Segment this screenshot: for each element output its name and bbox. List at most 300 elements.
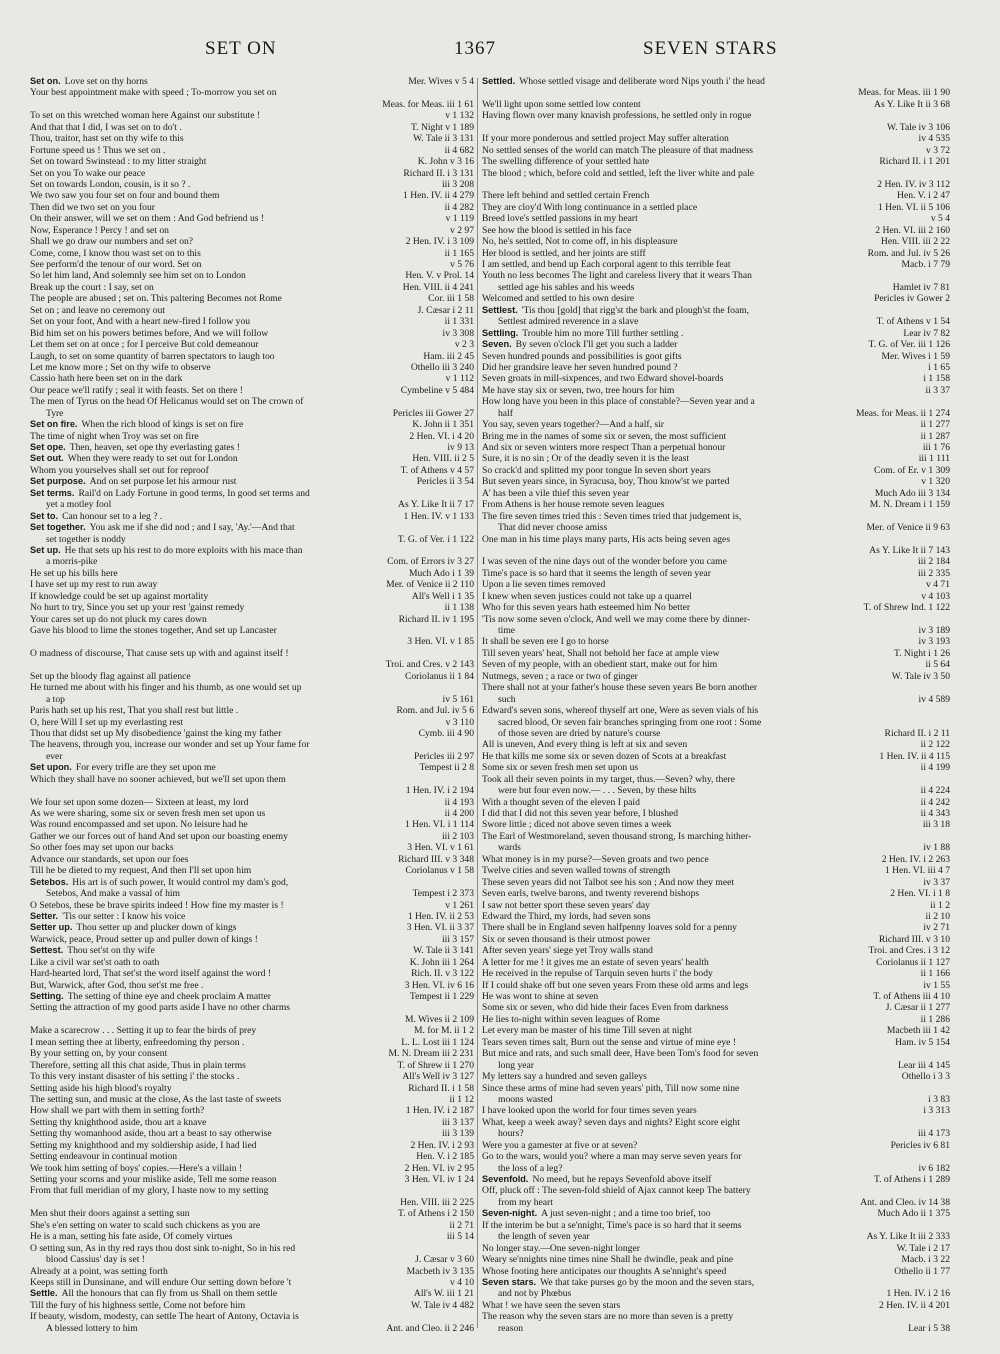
quotation: Make a scarecrow . . . Setting it up to fear the birds of prey	[30, 1025, 257, 1037]
play-reference: W. Tale iv 3 106	[886, 121, 950, 133]
play-reference: 1 Hen. IV. v 1 133	[403, 510, 474, 522]
concordance-line	[30, 877, 474, 888]
play-reference: iii 3 18	[922, 819, 950, 831]
concordance-line	[30, 202, 474, 213]
concordance-line	[30, 991, 474, 1002]
quotation: Weary se'nnights nine times nine Shall he dwindle, peak and pine	[482, 1254, 734, 1266]
play-reference: K. John ii 1 351	[412, 419, 474, 431]
quotation: Your best appointment make with speed ; To-morrow you set on	[30, 87, 277, 99]
quotation: sacred blood, Or seven fair branches springing from one root : Some	[498, 716, 762, 728]
quotation-text	[30, 1140, 257, 1151]
quotation-text	[30, 225, 169, 236]
concordance-line	[482, 728, 950, 739]
play-reference: 2 Hen. IV. i 3 109	[405, 236, 474, 248]
quotation-text	[482, 591, 692, 602]
play-reference: Pericles iii Gower 27	[392, 407, 474, 419]
play-reference: Meas. for Meas. ii 1 274	[855, 407, 950, 419]
play-reference: iv 6 182	[918, 1162, 950, 1174]
play-reference: Much Ado i 1 39	[408, 567, 474, 579]
play-reference: M. for M. ii 1 2	[414, 1025, 474, 1037]
concordance-line	[30, 1117, 474, 1128]
concordance-line	[30, 1185, 474, 1196]
play-reference: 3 Hen. VI. v 1 61	[407, 842, 474, 854]
quotation: If the interim be but a se'nnight, Time's pace is so hard that it seems	[482, 1219, 742, 1231]
quotation: Men shut their doors against a setting sun	[30, 1208, 190, 1220]
concordance-line	[30, 751, 474, 762]
concordance-line	[482, 591, 950, 602]
play-reference: ii 2 122	[920, 739, 950, 751]
play-reference: Com. of Errors iv 3 27	[387, 556, 474, 568]
quotation: Now, Esperance ! Percy ! and set on	[30, 224, 169, 236]
play-reference: Mer. Wives i 1 59	[881, 350, 950, 362]
quotation: Whose footing here anticipates our thoughts A se'nnight's speed	[482, 1265, 727, 1277]
concordance-line	[30, 739, 474, 750]
quotation-text	[30, 1128, 272, 1139]
quotation: Setting aside his high blood's royalty	[30, 1082, 172, 1094]
quotation: Trouble him no more Till further settling .	[522, 327, 684, 339]
quotation-text	[30, 1163, 242, 1174]
quotation-text	[30, 568, 118, 579]
quotation: By seven o'clock I'll get you such a ladder	[515, 339, 678, 351]
concordance-line	[482, 1071, 950, 1082]
quotation-text	[498, 728, 660, 739]
quotation-text	[30, 1025, 256, 1036]
play-reference: Mer. of Venice ii 9 63	[866, 522, 950, 534]
concordance-line	[30, 1243, 474, 1254]
headword: Settlest.	[482, 304, 518, 315]
concordance-line	[482, 316, 950, 327]
play-reference: iv 1 55	[923, 979, 950, 991]
quotation-text	[482, 808, 678, 819]
concordance-line	[30, 225, 474, 236]
concordance-line	[482, 659, 950, 670]
concordance-line	[30, 190, 474, 201]
play-reference: 2 Hen. VI. i 1 8	[890, 888, 950, 900]
concordance-line	[30, 1105, 474, 1116]
quotation: Till he be dieted to my request, And then I'll set upon him	[30, 865, 252, 877]
quotation: The setting sun, and music at the close, As the last taste of sweets	[30, 1093, 282, 1105]
play-reference: Macb. i 3 22	[901, 1254, 950, 1266]
play-reference: iii 1 76	[922, 442, 950, 453]
quotation: We took him setting of boys' copies.—Here's a villain !	[30, 1162, 243, 1174]
quotation: Your cares set up do not pluck my cares down	[30, 613, 207, 625]
quotation-text	[30, 488, 310, 499]
concordance-line	[482, 854, 950, 865]
quotation-text	[30, 145, 165, 156]
quotation: Was round encompassed and set upon. No leisure had he	[30, 819, 248, 831]
quotation-text	[30, 328, 268, 339]
quotation-text	[482, 1311, 733, 1322]
concordance-line	[482, 133, 950, 144]
play-reference: 1 Hen. VI. i 1 114	[404, 819, 474, 831]
quotation: There left behind and settled certain French	[482, 190, 650, 202]
concordance-line	[30, 87, 474, 98]
play-reference: iv 3 37	[923, 876, 950, 888]
concordance-line	[482, 476, 950, 487]
concordance-line	[30, 1037, 474, 1048]
quotation: After seven years' siege yet Troy walls stand	[482, 945, 653, 957]
quotation: Six or seven thousand is their utmost power	[482, 933, 651, 945]
concordance-line	[482, 351, 950, 362]
concordance-line	[482, 1105, 950, 1116]
quotation: But, Warwick, after God, thou set'st me free .	[30, 979, 204, 991]
quotation-text	[482, 419, 664, 430]
play-reference: Mer. of Venice ii 2 110	[386, 579, 474, 591]
quotation-text	[30, 1266, 168, 1277]
quotation-text	[30, 934, 258, 945]
quotation-text	[30, 133, 184, 144]
quotation-text	[46, 888, 180, 899]
concordance-line	[30, 1174, 474, 1185]
quotation: Set on towards London, cousin, is it so ? .	[30, 178, 191, 190]
quotation-text	[30, 431, 199, 442]
quotation: Like a civil war set'st oath to oath	[30, 956, 160, 968]
quotation: Sure, it is no sin ; Or of the deadly seven it is the least	[482, 453, 690, 465]
quotation-text	[30, 1311, 299, 1322]
quotation-text	[30, 728, 281, 739]
play-reference: Mer. Wives v 5 4	[408, 76, 474, 87]
play-reference: As Y. Like It iii 2 333	[866, 1231, 950, 1243]
play-reference: Othello iii 3 240	[410, 361, 474, 373]
quotation-text	[482, 476, 729, 487]
concordance-line	[482, 293, 950, 304]
quotation-text	[482, 1208, 711, 1219]
quotation-text	[482, 922, 737, 933]
concordance-line	[482, 991, 950, 1002]
quotation: He that kills me some six or seven dozen of Scots at a breakfast	[482, 750, 727, 762]
play-reference: All's Well iv 3 127	[402, 1071, 474, 1083]
concordance-line	[482, 1037, 950, 1048]
quotation: By your setting on, by your consent	[30, 1048, 168, 1060]
quotation-text	[482, 1266, 726, 1277]
concordance-line	[482, 145, 950, 156]
play-reference: ii 4 343	[920, 808, 950, 819]
play-reference: Rom. and Jul. iv 5 26	[867, 247, 950, 259]
column-divider	[477, 78, 478, 1328]
play-reference: 3 Hen. VI. v 1 85	[407, 636, 474, 648]
play-reference: iii 5 14	[446, 1231, 474, 1243]
quotation-text	[30, 1174, 277, 1185]
concordance-line	[30, 1048, 474, 1059]
quotation: When the rich blood of kings is set on fire	[81, 419, 244, 431]
play-reference: Coriolanus ii 1 84	[404, 670, 474, 682]
quotation-text	[498, 522, 607, 533]
play-reference: M. N. Dream iii 2 231	[388, 1048, 474, 1060]
concordance-line	[482, 900, 950, 911]
play-reference: T. Night i 1 26	[893, 647, 950, 659]
play-reference: 1 Hen. VI. iii 4 7	[884, 865, 950, 877]
quotation: He set up his bills here	[30, 567, 118, 579]
quotation: Seven earls, twelve barons, and twenty reverend bishops	[482, 888, 700, 900]
quotation-text	[30, 465, 209, 476]
play-reference: Lear iv 7 82	[903, 327, 950, 339]
concordance-line	[482, 522, 950, 533]
concordance-line	[30, 591, 474, 602]
quotation-text	[30, 739, 309, 750]
quotation-text	[482, 351, 682, 362]
quotation-text	[498, 694, 516, 705]
play-reference: v 2 97	[450, 224, 474, 236]
headword: Set together.	[30, 522, 86, 533]
right-column	[482, 76, 950, 1334]
quotation-text	[46, 751, 63, 762]
play-reference: iii 2 103	[442, 830, 474, 842]
quotation-text	[30, 179, 190, 190]
quotation-text	[482, 465, 711, 476]
concordance-line	[30, 1163, 474, 1174]
concordance-line	[482, 1288, 950, 1299]
quotation-text	[30, 339, 259, 350]
concordance-line	[30, 1060, 474, 1071]
quotation-text	[482, 671, 638, 682]
quotation-text	[482, 934, 650, 945]
concordance-line	[482, 87, 950, 98]
quotation: Already at a point, was setting forth	[30, 1265, 168, 1277]
quotation-text	[482, 1014, 660, 1025]
play-reference: Richard III. v 3 348	[398, 853, 474, 865]
headword: Set up.	[30, 544, 61, 555]
quotation-text	[482, 1071, 647, 1082]
concordance-line	[30, 1083, 474, 1094]
quotation: O Setebos, these be brave spirits indeed ! How fine my master is !	[30, 899, 284, 911]
concordance-line	[482, 751, 950, 762]
play-reference: 1 Hen. IV. i 2 187	[405, 1105, 474, 1117]
concordance-line	[482, 76, 950, 87]
concordance-line	[482, 1231, 950, 1242]
quotation-text	[30, 190, 219, 201]
play-reference: iv 3 308	[442, 327, 474, 339]
play-reference: Lear iii 4 145	[898, 1059, 950, 1071]
concordance-line	[30, 213, 474, 224]
quotation: If knowledge could be set up against mortality	[30, 590, 209, 602]
concordance-line	[482, 1083, 950, 1094]
concordance-line	[30, 980, 474, 991]
play-reference: T. Night v 1 189	[411, 121, 474, 133]
play-reference: 1 Hen. IV. i 2 194	[405, 785, 474, 797]
quotation-text	[46, 1254, 145, 1265]
quotation: Our peace we'll ratify ; seal it with feasts. Set on there !	[30, 384, 243, 396]
quotation: The setting of thine eye and cheek proclaim A matter	[67, 991, 271, 1002]
concordance-line	[30, 659, 474, 670]
play-reference: Pericles ii 3 54	[416, 476, 474, 488]
play-reference: Hamlet iv 7 81	[892, 281, 950, 293]
quotation: What ! we have seen the seven stars	[482, 1299, 621, 1311]
quotation: of those seven are dried by nature's course	[498, 727, 661, 739]
play-reference: Pericles iv Gower 2	[874, 293, 950, 305]
concordance-line	[482, 842, 950, 853]
quotation: Set on your foot, And with a heart new-fired I follow you	[30, 316, 251, 328]
concordance-line	[30, 556, 474, 567]
quotation: blood Cassius' day is set !	[46, 1254, 145, 1266]
quotation-text	[30, 545, 303, 556]
concordance-line	[30, 511, 474, 522]
play-reference: Pericles iii 2 97	[414, 750, 474, 762]
concordance-line	[482, 968, 950, 979]
quotation-text	[498, 1094, 553, 1105]
concordance-line	[30, 522, 474, 533]
play-reference: Com. of Er. v 1 309	[874, 464, 950, 476]
quotation-text	[482, 831, 751, 842]
quotation-text	[482, 248, 646, 259]
quotation-text	[30, 1002, 290, 1013]
quotation-text	[482, 99, 641, 110]
quotation-text	[46, 408, 63, 419]
concordance-line	[30, 636, 474, 647]
quotation-text	[30, 270, 246, 281]
quotation: Gather we our forces out of hand And set upon our boasting enemy	[30, 830, 288, 842]
quotation: But mice and rats, and such small deer, Have been Tom's food for seven	[482, 1048, 759, 1060]
concordance-line	[482, 1128, 950, 1139]
play-reference: T. of Athens v 1 54	[876, 316, 950, 328]
quotation-text	[30, 76, 148, 87]
quotation: Thou set'st on thy wife	[67, 945, 155, 957]
play-reference: ii 1 331	[444, 316, 474, 328]
concordance-line	[482, 1220, 950, 1231]
quotation-text	[30, 1300, 245, 1311]
quotation-text	[30, 865, 251, 876]
quotation: ever	[46, 750, 63, 762]
quotation: Set on ; and leave no ceremony out	[30, 304, 166, 316]
quotation-text	[482, 797, 640, 808]
quotation: Let them set on at once ; for I perceive But cold demeanour	[30, 339, 259, 351]
concordance-line	[30, 1277, 474, 1288]
quotation-text	[482, 236, 678, 247]
play-reference: 1 Hen. IV. ii 4 279	[403, 190, 474, 202]
quotation: No meed, but he repays Sevenfold above itself	[532, 1174, 712, 1185]
quotation-text	[30, 453, 238, 464]
quotation: No settled senses of the world can match The pleasure of that madness	[482, 144, 754, 156]
quotation: These seven years did not Talbot see his son ; And now they meet	[482, 876, 735, 888]
quotation: She's e'en setting on water to scald such chickens as you are	[30, 1219, 261, 1231]
play-reference: 2 Hen. IV. ii 4 201	[879, 1299, 950, 1311]
quotation: Laugh, to set on some quantity of barren spectators to laugh too	[30, 350, 275, 362]
quotation: I was seven of the nine days out of the wonder before you came	[482, 556, 727, 568]
quotation-text	[30, 362, 211, 373]
quotation-text	[30, 1277, 291, 1288]
quotation-text	[482, 1254, 733, 1265]
play-reference: Lear i 5 38	[908, 1322, 950, 1334]
quotation-text	[30, 980, 203, 991]
concordance-line	[30, 1231, 474, 1242]
quotation: Break up the court : I say, set on	[30, 281, 154, 293]
quotation-text	[30, 968, 271, 979]
concordance-line	[30, 957, 474, 968]
concordance-line	[482, 270, 950, 281]
quotation: Setting my knighthood and my soldiership aside, I had lied	[30, 1139, 257, 1151]
concordance-line	[30, 168, 474, 179]
play-reference: v 2 3	[454, 339, 474, 351]
quotation-text	[498, 717, 761, 728]
quotation-text	[30, 419, 243, 430]
quotation: The reason why the seven stars are no more than seven is a pretty	[482, 1311, 734, 1323]
quotation-text	[30, 797, 249, 808]
quotation: Tears seven times salt, Burn out the sense and virtue of mine eye !	[482, 1036, 737, 1048]
play-reference: Hen. V. v Prol. 14	[405, 270, 474, 282]
concordance-line	[30, 717, 474, 728]
quotation: hours?	[498, 1128, 524, 1140]
quotation: No hurt to try, Since you set up your rest 'gainst remedy	[30, 602, 245, 614]
concordance-line	[482, 110, 950, 121]
quotation: Settlest admired reverence in a slave	[498, 316, 639, 328]
play-reference: Cor. iii 1 58	[428, 293, 474, 305]
quotation-text	[498, 1163, 562, 1174]
play-reference: iv 4 535	[918, 133, 950, 145]
concordance-line	[482, 819, 950, 830]
quotation: On their answer, will we set on them : And God befriend us !	[30, 213, 265, 225]
quotation: I saw not better sport these seven years' day	[482, 899, 650, 911]
quotation: If I could shake off but one seven years From these old arms and legs	[482, 979, 749, 991]
quotation: The swelling difference of your settled hate	[482, 156, 650, 168]
concordance-line	[482, 282, 950, 293]
quotation-text	[30, 511, 162, 522]
quotation: Warwick, peace, Proud setter up and puller down of kings !	[30, 933, 258, 945]
quotation-text	[30, 945, 155, 956]
play-reference: Richard II. i 3 131	[403, 167, 474, 179]
quotation: To set on this wretched woman here Against our substitute !	[30, 110, 261, 122]
concordance-line	[482, 705, 950, 716]
play-reference: W. Tale ii 3 141	[413, 945, 474, 957]
quotation: a top	[46, 693, 65, 705]
play-reference: Ham. iv 5 154	[895, 1036, 950, 1048]
concordance-line	[482, 694, 950, 705]
quotation-text	[482, 1140, 637, 1151]
quotation-text	[482, 659, 717, 670]
quotation: So crack'd and splitted my poor tongue In seven short years	[482, 464, 711, 476]
play-reference: As Y. Like It ii 7 17	[398, 499, 474, 511]
quotation-text	[482, 568, 711, 579]
quotation: Then, heaven, set ope thy everlasting gates !	[69, 442, 240, 453]
quotation: a morris-pike	[46, 556, 98, 568]
play-reference: Ham. iii 2 45	[423, 350, 474, 362]
play-reference: iii 4 173	[918, 1128, 950, 1140]
quotation-text	[498, 842, 521, 853]
play-reference: ii 1 286	[920, 1013, 950, 1025]
quotation-text	[482, 1048, 758, 1059]
play-reference: ii 5 64	[925, 659, 950, 671]
concordance-line	[482, 213, 950, 224]
quotation-text	[482, 133, 729, 144]
concordance-line	[30, 385, 474, 396]
concordance-line	[482, 922, 950, 933]
concordance-line	[482, 1243, 950, 1254]
quotation-text	[30, 1083, 172, 1094]
quotation: yet a motley fool	[46, 499, 112, 511]
quotation: We two saw you four set on four and bound them	[30, 190, 220, 202]
headword: Set purpose.	[30, 476, 86, 487]
concordance-line	[30, 671, 474, 682]
play-reference: All's Well i 1 35	[411, 590, 474, 602]
quotation: Tyre	[46, 407, 64, 419]
concordance-line	[30, 1311, 474, 1322]
quotation: Setting thy knighthood aside, thou art a knave	[30, 1116, 207, 1128]
play-reference: ii 4 224	[920, 785, 950, 797]
quotation-text	[482, 682, 757, 693]
concordance-line	[482, 1300, 950, 1311]
quotation-text	[46, 556, 97, 567]
play-reference: iii 3 137	[442, 1116, 474, 1128]
concordance-line	[482, 328, 950, 339]
quotation-text	[30, 1208, 190, 1219]
concordance-line	[30, 248, 474, 259]
quotation-text	[498, 1060, 534, 1071]
play-reference: Ant. and Cleo. iv 14 38	[860, 1196, 950, 1208]
quotation-text	[498, 1197, 553, 1208]
quotation-text	[30, 202, 155, 213]
concordance-line	[482, 579, 950, 590]
concordance-line	[30, 1220, 474, 1231]
quotation-text	[30, 625, 277, 636]
quotation: Edward's seven sons, whereof thyself art one, Were as seven vials of his	[482, 705, 759, 717]
